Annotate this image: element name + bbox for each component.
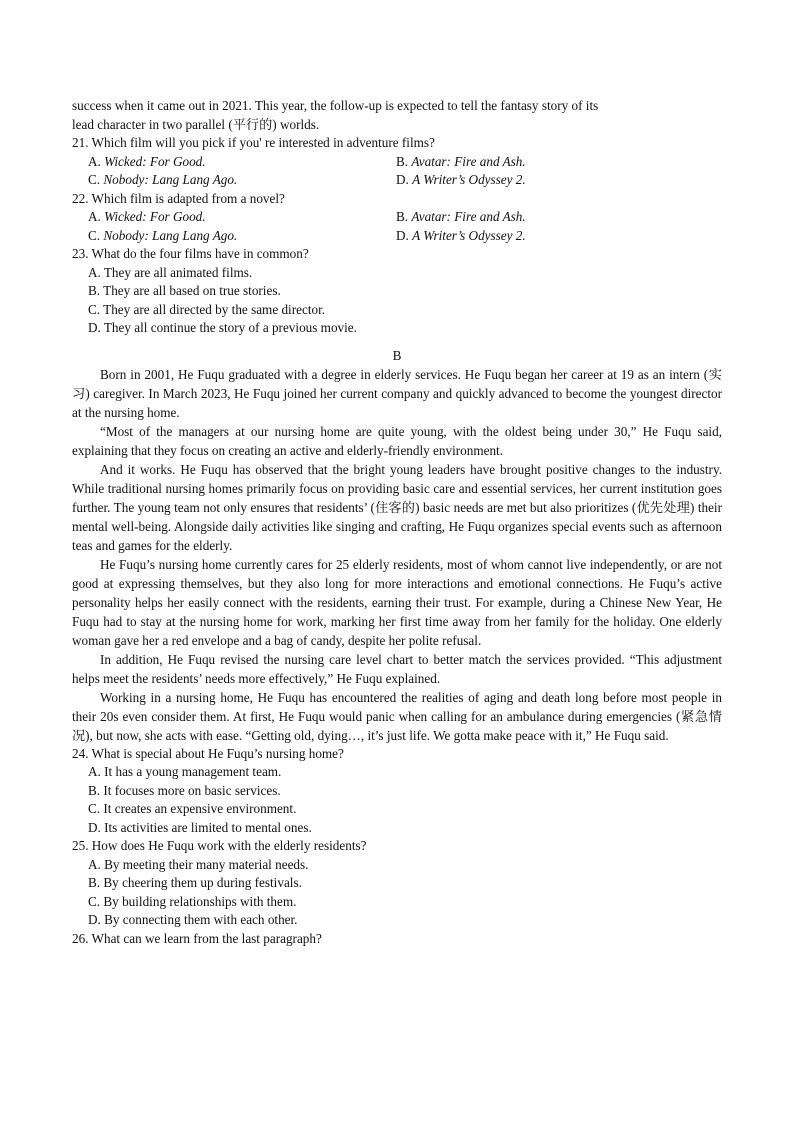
option-a[interactable] (88, 153, 396, 172)
passage-paragraph-6: Working in a nursing home, He Fuqu has encountered the realities of aging and death long before most people in their 20s even consider them. At first, He Fuqu would panic when calling for an ambulance during emergencies (紧急情况), but now, she acts with ease. “Getting old, dying…, it’s just life. We gotta make peace with it,” He Fuqu said. (72, 689, 722, 743)
question-stem: 26. What can we learn from the last paragraph? (72, 930, 322, 946)
option-c[interactable] (88, 171, 396, 190)
passage-paragraph-1: Born in 2001, He Fuqu graduated with a degree in elderly services. He Fuqu began her career at 19 as an intern (实习) caregiver. In March 2023, He Fuqu joined her current company and quickly advanced to become the youngest director at the nursing home. (72, 366, 722, 420)
option-text: A Writer’s Odyssey 2. (412, 227, 526, 243)
page-content (72, 96, 722, 948)
option-text: Avatar: Fire and Ash. (411, 209, 526, 224)
option-row (88, 153, 722, 172)
option-row (88, 227, 722, 246)
option-a[interactable] (88, 208, 396, 227)
option-a[interactable]: A. They are all animated films. (88, 264, 253, 280)
option-row (88, 171, 722, 190)
question-stem: 21. Which film will you pick if you' re interested in adventure films? (72, 135, 435, 150)
option-d[interactable]: D. They all continue the story of a previous movie. (88, 320, 357, 335)
option-text: Wicked: For Good. (104, 209, 206, 224)
option-c[interactable]: C. They are all directed by the same director. (88, 301, 326, 317)
option-text: Nobody: Lang Lang Ago. (103, 227, 238, 243)
option-d[interactable] (396, 171, 704, 190)
option-b[interactable]: B. They are all based on true stories. (88, 283, 281, 298)
intro-line-1: success when it came out in 2021. This year, the follow-up is expected to tell the fantasy story of its (72, 98, 599, 113)
option-letter: D. (396, 227, 413, 243)
question-24 (72, 745, 722, 838)
option-c[interactable]: C. It creates an expensive environment. (88, 801, 297, 816)
question-21 (72, 134, 722, 190)
option-row (88, 208, 722, 227)
option-text: Wicked: For Good. (104, 153, 206, 169)
option-d[interactable] (396, 227, 704, 246)
option-d[interactable]: D. By connecting them with each other. (88, 912, 298, 927)
question-22 (72, 190, 722, 246)
passage-paragraph-3: And it works. He Fuqu has observed that the bright young leaders have brought positive changes to the industry. While traditional nursing homes primarily focus on providing basic care and essential services, her current institution goes further. The young team not only ensures that residents’ (住客的) basic needs are met but also prioritizes (优先处理) their mental well-being. Alongside daily activities like singing and crafting, He Fuqu organizes special events such as afternoon teas and games for the elderly. (72, 461, 722, 553)
option-letter: A. (88, 209, 105, 224)
question-stem: 22. Which film is adapted from a novel? (72, 190, 285, 206)
option-letter: A. (88, 153, 105, 169)
intro-paragraph (72, 96, 722, 134)
question-stem: 23. What do the four films have in common? (72, 246, 309, 261)
option-c[interactable]: C. By building relationships with them. (88, 893, 297, 909)
option-letter: B. (396, 209, 412, 224)
option-a[interactable]: A. By meeting their many material needs. (88, 856, 309, 872)
option-a[interactable]: A. It has a young management team. (88, 764, 282, 779)
option-c[interactable] (88, 227, 396, 246)
option-text: A Writer’s Odyssey 2. (412, 172, 526, 187)
passage-paragraph-4: He Fuqu’s nursing home currently cares for 25 elderly residents, most of whom cannot live independently, or are not good at expressing themselves, but they also long for more interactions and emotional connections. He Fuqu’s active personality helps her easily connect with the residents, earning their trust. For example, during a Chinese New Year, He Fuqu had to stay at the nursing home for work, marking her first time away from her family for the holiday. One elderly woman gave her a red envelope and a bag of candy, despite her polite refusal. (72, 556, 722, 648)
option-text: Nobody: Lang Lang Ago. (103, 172, 238, 187)
question-23 (72, 245, 722, 338)
passage-paragraph-5: In addition, He Fuqu revised the nursing care level chart to better match the services provided. “This adjustment helps meet the residents’ needs more effectively,” He Fuqu explained. (72, 651, 722, 686)
section-title: B (392, 347, 402, 363)
option-d[interactable]: D. Its activities are limited to mental ones. (88, 819, 312, 835)
option-b[interactable]: B. By cheering them up during festivals. (88, 875, 302, 890)
option-b[interactable] (396, 153, 704, 172)
option-letter: B. (396, 153, 412, 169)
question-stem: 24. What is special about He Fuqu’s nursing home? (72, 745, 344, 761)
option-letter: C. (88, 227, 104, 243)
option-letter: D. (396, 172, 413, 187)
question-26 (72, 930, 722, 949)
option-text: Avatar: Fire and Ash. (411, 153, 526, 169)
passage-paragraph-2: “Most of the managers at our nursing home are quite young, with the oldest being under 30,” He Fuqu said, explaining that they focus on creating an active and elderly-friendly environment. (72, 423, 722, 458)
option-b[interactable] (396, 208, 704, 227)
question-stem: 25. How does He Fuqu work with the elderly residents? (72, 838, 367, 853)
intro-line-2: lead character in two parallel (平行的) worlds. (72, 117, 320, 132)
option-b[interactable]: B. It focuses more on basic services. (88, 782, 281, 798)
question-25 (72, 837, 722, 930)
option-letter: C. (88, 172, 104, 187)
